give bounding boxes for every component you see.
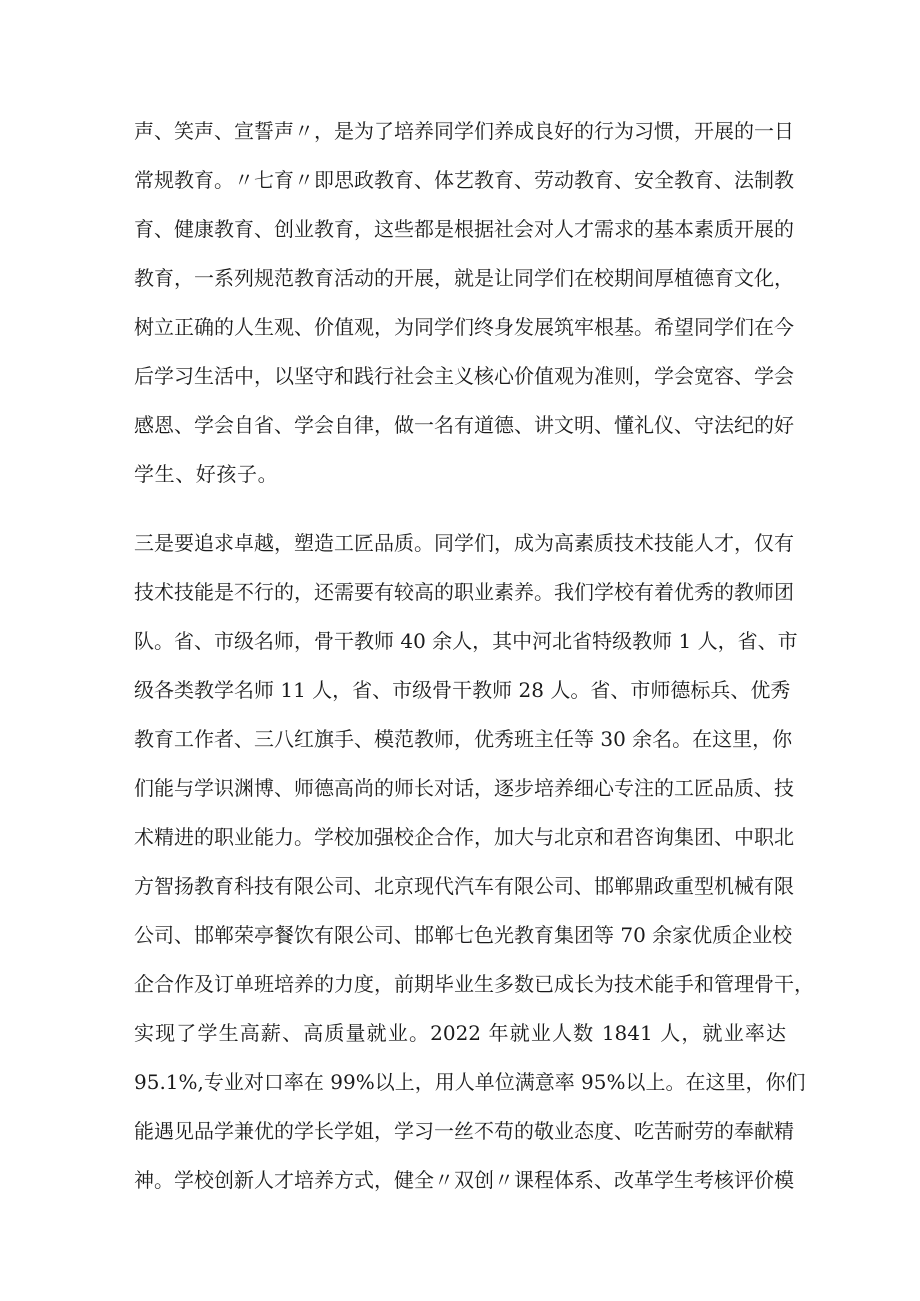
text-line: 常规教育。〃七育〃即思政教育、体艺教育、劳动教育、安全教育、法制教 xyxy=(134,168,794,192)
text-line: 术精进的职业能力。学校加强校企合作，加大与北京和君咨询集团、中职北 xyxy=(134,825,794,849)
text-line: 感恩、学会自省、学会自律，做一名有道德、讲文明、懂礼仪、守法纪的好 xyxy=(134,413,794,437)
text-line: 声、笑声、宣誓声〃，是为了培养同学们养成良好的行为习惯，开展的一日 xyxy=(134,119,794,143)
text-line: 后学习生活中，以坚守和践行社会主义核心价值观为准则，学会宽容、学会 xyxy=(134,364,794,388)
text-line: 级各类教学名师 11 人，省、市级骨干教师 28 人。省、市师德标兵、优秀 xyxy=(134,678,791,702)
text-line: 能遇见品学兼优的学长学姐，学习一丝不苟的敬业态度、吃苦耐劳的奉献精 xyxy=(134,1119,794,1143)
text-line: 树立正确的人生观、价值观，为同学们终身发展筑牢根基。希望同学们在今 xyxy=(134,315,794,339)
text-line: 育、健康教育、创业教育，这些都是根据社会对人才需求的基本素质开展的 xyxy=(134,217,794,241)
text-line: 实现了学生高薪、高质量就业。2022 年就业人数 1841 人，就业率达 xyxy=(134,1021,786,1045)
text-line: 企合作及订单班培养的力度，前期毕业生多数已成长为技术能手和管理骨干， xyxy=(134,972,814,996)
text-line: 教育，一系列规范教育活动的开展，就是让同学们在校期间厚植德育文化， xyxy=(134,266,794,290)
text-line: 方智扬教育科技有限公司、北京现代汽车有限公司、邯郸鼎政重型机械有限 xyxy=(134,874,794,898)
text-line: 队。省、市级名师，骨干教师 40 余人，其中河北省特级教师 1 人，省、市 xyxy=(134,629,798,653)
text-line: 技术技能是不行的，还需要有较高的职业素养。我们学校有着优秀的教师团 xyxy=(134,580,794,604)
text-line: 三是要追求卓越，塑造工匠品质。同学们，成为高素质技术技能人才，仅有 xyxy=(134,531,794,555)
text-line: 教育工作者、三八红旗手、模范教师，优秀班主任等 30 余名。在这里，你 xyxy=(134,727,793,751)
text-line: 们能与学识渊博、师德高尚的师长对话，逐步培养细心专注的工匠品质、技 xyxy=(134,776,794,800)
text-line: 95.1%,专业对口率在 99%以上，用人单位满意率 95%以上。在这里，你们 xyxy=(134,1070,806,1094)
text-line: 学生、好孩子。 xyxy=(134,462,279,486)
text-line: 神。学校创新人才培养方式，健全〃双创〃课程体系、改革学生考核评价模 xyxy=(134,1168,794,1192)
text-line: 公司、邯郸荣亭餐饮有限公司、邯郸七色光教育集团等 70 余家优质企业校 xyxy=(134,923,793,947)
